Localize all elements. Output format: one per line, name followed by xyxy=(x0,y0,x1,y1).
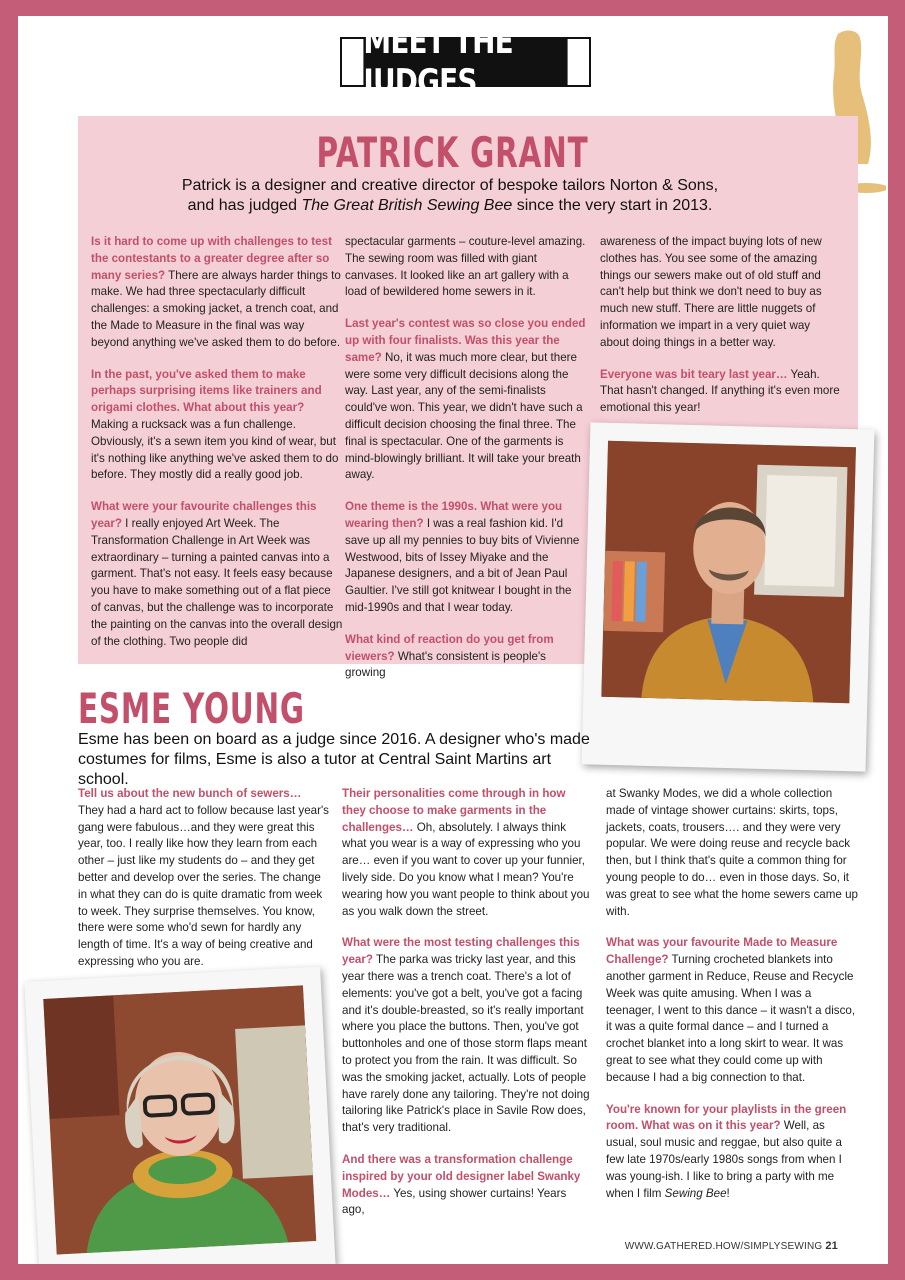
qa-paragraph: at Swanky Modes, we did a whole collection made of vintage shower curtains: skirts, tops, jackets, coats, trousers…. and they were very popular. We were doing reuse and recycle back then, but I think that's quite a common thing for young people to do… even in those days. So, it was great to see what the home sewers came up with. xyxy=(606,787,858,918)
esme-column-3 xyxy=(606,786,858,1217)
qa-paragraph: You're known for your playlists in the green room. What was on it this year? Well, as usual, soul music and reggae, but also quite a few late 1970s/early 1980s songs from when I was young-ish. I like to bring a party with me when I film Sewing Bee! xyxy=(606,1102,847,1200)
patrick-intro: Patrick is a designer and creative director of bespoke tailors Norton & Sons, and has judged The Great British Sewing Bee since the very start in 2013. xyxy=(181,177,719,214)
esme-portrait xyxy=(43,985,316,1254)
qa-paragraph: One theme is the 1990s. What were you wearing then? I was a real fashion kid. I'd save up all my pennies to buy bits of Vivienne Westwood, bits of Issey Miyake and the Japanese designers, and a bit of Jean Paul Gaultier. I've still got knitwear I bought in the mid-1990s and that I wear today. xyxy=(345,500,580,614)
qa-paragraph: Last year's contest was so close you ended up with four finalists. Was this year the same? No, it was much more clear, but there were some very difficult decisions along the way. Last year, any of the semi-finalists could've won. This year, we didn't have such a difficult decision choosing the final three. The final is spectacular. One of the garments is mind-blowingly brilliant. It will take your breath away. xyxy=(345,317,586,482)
qa-paragraph: What kind of reaction do you get from viewers? What's consistent is people's growing xyxy=(345,632,554,680)
qa-paragraph: What were the most testing challenges this year? The parka was tricky last year, and this year there was a trench coat. There's a lot of elements: you've got a belt, you've got a facing and it's double-breasted, so it's really important where you place the buttons. Then, you've got buttonholes and one of those storm flaps meant to protect you from the rain. It was difficult. So was the smoking jacket, actually. Lots of people have rarely done any tailoring. They're not doing tailoring like Patrick's place in Savile Row does, that's very traditional. xyxy=(342,936,590,1135)
patrick-portrait xyxy=(601,441,856,703)
magazine-page xyxy=(18,16,888,1264)
qa-paragraph: And there was a transformation challenge inspired by your old designer label Swanky Modes… Yes, using shower curtains! Years ago, xyxy=(342,1152,581,1217)
esme-intro: Esme has been on board as a judge since 2016. A designer who's made costumes for films, Esme is also a tutor at Central Saint Martins art school. xyxy=(78,731,590,788)
patrick-column-1 xyxy=(91,234,343,665)
esme-column-2 xyxy=(342,786,592,1234)
qa-paragraph: awareness of the impact buying lots of new clothes has. You see some of the amazing things our sewers make out of old stuff and can't help but think we don't need to buy as much new stuff. There are little nuggets of information we impart in a very quiet way about doing things in a better way. xyxy=(600,235,822,349)
qa-paragraph: What was your favourite Made to Measure Challenge? Turning crocheted blankets into another garment in Reduce, Reuse and Recycle Week was quite amusing. When I was a teenager, I went to this dance – it wasn't a disco, it was a quite formal dance – and I turned a crochet blanket into a long skirt to wear. It was great to see what they could come up with because I had a big connection to that. xyxy=(606,936,856,1084)
patrick-column-3 xyxy=(600,234,842,432)
qa-paragraph: Is it hard to come up with challenges to test the contestants to a greater degree after so many series? There are always harder things to make. We had three spectacularly difficult challenges: a smoking jacket, a trench coat, and the Made to Measure in the final was way beyond anything we've asked them to do before. xyxy=(91,235,341,349)
qa-paragraph: Their personalities come through in how they choose to make garments in the challenges… Oh, absolutely. I always think what you wear is a way of expressing who you are… even if you want to cover up your funnier, lively side. Do you know what I mean? You're wearing how you want people to think about you as you walk down the street. xyxy=(342,787,590,918)
qa-paragraph: Everyone was bit teary last year… Yeah. That hasn't changed. If anything it's even more emotional this year! xyxy=(600,367,840,415)
patrick-column-2 xyxy=(345,234,589,697)
patrick-photo xyxy=(582,422,875,771)
page-banner: MEET THE JUDGES xyxy=(363,38,567,86)
qa-paragraph: In the past, you've asked them to make perhaps surprising items like trainers and origami clothes. What about this year? Making a rucksack was a fun challenge. Obviously, it's a sewn item you kind of wear, but it's nothing like anything we've asked them to do before. They mostly did a really good job. xyxy=(91,367,339,482)
esme-name: ESME YOUNG xyxy=(78,684,305,733)
esme-column-1 xyxy=(78,786,330,986)
qa-paragraph: What were your favourite challenges this year? I really enjoyed Art Week. The Transformation Challenge in Art Week was extraordinary – turning a painted canvas into a garment. That's not easy. It feels easy because you have to make something out of a flat piece of canvas, but the challenge was to incorporate the painting on the canvas into the overall design of the clothing. Two people did xyxy=(91,500,343,648)
qa-paragraph: spectacular garments – couture-level amazing. The sewing room was filled with giant canvases. It looked like an art gallery with a load of bewildered home sewers in it. xyxy=(345,235,586,299)
qa-paragraph: Tell us about the new bunch of sewers… They had a hard act to follow because last year's gang were fabulous…and they were great this year, too. I really like how they learn from each other – just like my students do – and they get better and develop over the series. The change in what they can do is quite dramatic from week to week. They surprise themselves. You know, there were some who'd sewn for hardly any length of time. It's a way of being creative and expressing who you are. xyxy=(78,787,329,968)
patrick-name: PATRICK GRANT xyxy=(316,128,589,177)
page-footer: WWW.GATHERED.HOW/SIMPLYSEWING 21 xyxy=(624,1240,838,1252)
esme-photo xyxy=(24,966,335,1264)
